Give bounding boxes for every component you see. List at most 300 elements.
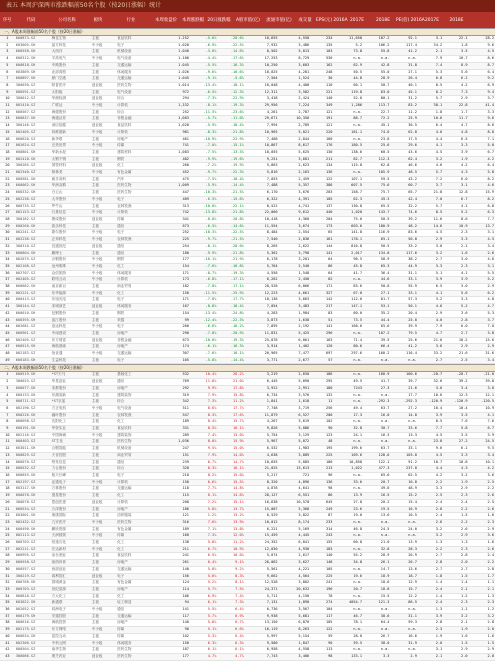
table-cell: 36.4	[363, 270, 390, 277]
table-cell: 农林牧渔	[116, 412, 160, 419]
table-cell: 000703.SZ	[15, 586, 51, 593]
table-cell: 2.6	[443, 526, 468, 533]
section-title-gainers: 一、A股本周涨幅前50名个股（按20日涨幅）	[0, 28, 495, 36]
table-cell: -14.4%	[217, 183, 244, 190]
table-row	[0, 337, 495, 344]
table-row	[0, 446, 495, 453]
table-cell: 3.2	[469, 613, 495, 620]
table-cell: 4.7	[418, 330, 443, 337]
table-cell: -3.0%	[190, 49, 217, 56]
table-cell: 1.252	[160, 36, 190, 42]
table-row	[0, 310, 495, 317]
table-cell: 386	[310, 183, 333, 190]
table-cell: -22.5%	[217, 42, 244, 49]
table-cell: 28.9	[363, 553, 390, 560]
table-cell: 7,504	[245, 76, 279, 83]
table-cell: n.a.	[390, 56, 417, 63]
table-cell: 6.1%	[217, 647, 244, 654]
table-cell: 5.8%	[190, 540, 217, 547]
table-cell: 15.9%	[217, 439, 244, 446]
table-cell: 4.8	[469, 297, 495, 304]
table-cell: -10.1%	[190, 257, 217, 264]
table-cell: 特发信息	[51, 459, 91, 466]
table-cell: 43.2	[390, 176, 417, 183]
column-header: 本周涨跌幅	[182, 18, 204, 23]
table-cell: 102	[160, 633, 190, 640]
table-cell: 65.3	[363, 263, 390, 270]
table-cell: -20.8%	[217, 216, 244, 223]
table-row	[0, 123, 495, 130]
table-cell: 通信	[116, 223, 160, 230]
table-cell: 休闲服务	[116, 304, 160, 311]
table-cell: 106.2	[363, 42, 390, 49]
table-cell: n.a.	[390, 419, 417, 426]
table-row	[0, 385, 495, 392]
table-cell: 15.7%	[217, 419, 244, 426]
table-cell: 174	[160, 344, 190, 351]
table-cell: 房地产	[116, 330, 160, 337]
table-cell: 37	[0, 613, 15, 620]
table-cell: -18.4%	[217, 123, 244, 130]
table-cell: 31.9	[390, 640, 417, 647]
table-cell: 5.2	[443, 304, 468, 311]
table-cell: 62.3	[333, 196, 363, 203]
table-cell: 187	[160, 647, 190, 654]
table-cell: 2,424	[279, 96, 311, 103]
table-cell: n.a.	[333, 357, 363, 364]
table-cell: 主板	[91, 297, 116, 304]
table-cell: 26.4	[390, 76, 417, 83]
table-cell: -5.6%	[217, 76, 244, 83]
table-cell: 65	[310, 230, 333, 237]
table-cell: -22.9%	[217, 136, 244, 143]
table-cell: 29.6	[390, 143, 417, 150]
table-cell: 2.0	[443, 653, 468, 660]
table-cell: 10,578	[279, 499, 311, 506]
table-cell: 主板	[91, 385, 116, 392]
table-cell: 8.0	[469, 129, 495, 136]
table-cell: 10.7	[443, 56, 468, 63]
table-cell: -120.9	[443, 399, 468, 406]
table-cell: 151	[160, 452, 190, 459]
table-cell: 002175.SZ	[15, 627, 51, 634]
table-cell: 600332.SH	[15, 190, 51, 197]
table-cell: 447	[160, 190, 190, 197]
table-cell: 传媒	[116, 143, 160, 150]
table-cell: 10,136	[245, 297, 279, 304]
table-row	[0, 399, 495, 406]
table-cell: 非银金融	[116, 116, 160, 123]
table-cell: 中小板	[91, 210, 116, 217]
table-cell: 55.8	[363, 49, 390, 56]
column-header: 20日涨跌幅	[207, 18, 231, 23]
table-cell: 2.2	[418, 546, 443, 553]
table-cell: 1.7	[443, 109, 468, 116]
table-cell: 73.8	[333, 49, 363, 56]
table-cell: 002624.SZ	[15, 143, 51, 150]
table-cell: 钢铁	[116, 156, 160, 163]
table-cell: 109.6	[333, 452, 363, 459]
table-cell: 2.8	[418, 506, 443, 513]
table-cell: 6.7	[443, 196, 468, 203]
table-row	[0, 600, 495, 607]
table-cell: 6.5%	[190, 553, 217, 560]
table-cell: 6.1%	[190, 493, 217, 500]
table-cell: 52.0	[333, 96, 363, 103]
table-cell: 138	[160, 540, 190, 547]
table-cell: 148	[310, 560, 333, 567]
table-cell: -22.3%	[217, 317, 244, 324]
table-cell: 8.5	[418, 82, 443, 89]
table-cell: 48.2	[390, 223, 417, 230]
table-cell: 002410.SH	[15, 156, 51, 163]
page-title: 表五 本周沪深两市涨跌幅前50名个股（按20日涨幅）统计	[0, 0, 495, 12]
table-cell: 5.7%	[190, 586, 217, 593]
table-cell: 主板	[91, 36, 116, 42]
table-cell: 4,283	[245, 310, 279, 317]
table-cell: 合锻智能	[51, 446, 91, 453]
table-cell: 大华股份	[51, 196, 91, 203]
table-cell: 15,087	[245, 506, 279, 513]
table-cell: 30	[0, 566, 15, 573]
table-cell: 128.6	[363, 452, 390, 459]
table-cell: 13,150	[245, 620, 279, 627]
table-cell: 太阳能	[51, 89, 91, 96]
table-cell: 000070.SZ	[15, 459, 51, 466]
table-cell: 3,603	[279, 62, 311, 69]
table-cell: -19.3%	[217, 103, 244, 110]
table-cell: 主板	[91, 116, 116, 123]
table-cell: 2.6	[469, 250, 495, 257]
table-cell: 2.6	[418, 519, 443, 526]
table-cell: 6.4	[418, 123, 443, 130]
table-cell: 房地产	[116, 586, 160, 593]
table-cell: 8.6	[469, 56, 495, 63]
table-cell: 23	[0, 183, 15, 190]
table-cell: 2.3	[443, 230, 468, 237]
table-row	[0, 143, 495, 150]
table-cell: 阳普医疗	[51, 82, 91, 89]
table-cell: 307	[160, 351, 190, 358]
table-row	[0, 49, 495, 56]
table-cell: 海航投资	[51, 620, 91, 627]
table-cell: 3.0	[443, 284, 468, 291]
table-cell: 4,261	[245, 109, 279, 116]
table-cell: -6.8%	[190, 277, 217, 284]
table-cell: 18.9	[363, 573, 390, 580]
section-title-losers: 二、A股本周跌幅前50名个股（按20日涨幅）	[0, 364, 495, 372]
table-cell: 63.7	[363, 446, 390, 453]
table-cell: 15.2	[390, 493, 417, 500]
table-cell: 主板	[91, 190, 116, 197]
table-cell: 6.6%	[217, 627, 244, 634]
table-cell: 6.5	[443, 136, 468, 143]
table-cell: 2.7	[418, 357, 443, 364]
table-cell: 电子	[116, 324, 160, 331]
table-cell: 26.7	[363, 633, 390, 640]
table-cell: 10.0%	[217, 553, 244, 560]
table-cell: 联络互动	[51, 277, 91, 284]
table-cell: 5.8%	[190, 566, 217, 573]
table-cell: 000698.SZ	[15, 419, 51, 426]
table-row	[0, 653, 495, 660]
table-cell: 58.9	[363, 257, 390, 264]
table-cell: 1.3	[443, 540, 468, 547]
table-cell: -16.1%	[217, 351, 244, 358]
table-cell: 主板	[91, 76, 116, 83]
table-cell: 机械设备	[116, 49, 160, 56]
table-row	[0, 82, 495, 89]
table-cell: 600682.SH	[15, 284, 51, 291]
table-cell: 3.9	[418, 613, 443, 620]
table-cell: 食品饮料	[116, 123, 160, 130]
table-cell: 综合	[116, 109, 160, 116]
table-cell: n.a.	[333, 519, 363, 526]
table-cell: 1,524	[279, 76, 311, 83]
table-cell: 2,789	[279, 123, 311, 130]
table-cell: 260	[160, 163, 190, 170]
table-cell: 3.6	[469, 473, 495, 480]
table-cell: 5,711	[245, 593, 279, 600]
table-cell: 主板	[91, 149, 116, 156]
table-cell: 2.3	[418, 627, 443, 634]
table-cell: 华测检测	[51, 96, 91, 103]
table-cell: 140	[160, 620, 190, 627]
table-cell: 8.7	[469, 62, 495, 69]
table-cell: 17	[0, 143, 15, 150]
table-cell: 2.0	[418, 640, 443, 647]
table-cell: 5	[0, 62, 15, 69]
table-cell: 9,612	[279, 210, 311, 217]
table-row	[0, 479, 495, 486]
table-cell: 8,174	[279, 519, 311, 526]
table-row	[0, 230, 495, 237]
table-cell: 22.1	[443, 36, 468, 42]
table-cell: 5,625	[279, 149, 311, 156]
table-cell: 中小板	[91, 103, 116, 110]
table-cell: -21.0	[469, 372, 495, 378]
table-cell: 6.7	[469, 149, 495, 156]
table-cell: 82.7	[333, 156, 363, 163]
table-cell: 34.8	[333, 560, 363, 567]
table-cell: *ST京蓝	[51, 399, 91, 406]
table-cell: 48	[0, 351, 15, 358]
table-cell: 6.4	[469, 69, 495, 76]
table-cell: 20.2	[363, 499, 390, 506]
table-cell: 36	[0, 607, 15, 614]
table-cell: 5,561	[245, 566, 279, 573]
table-row	[0, 499, 495, 506]
table-cell: 2.9	[390, 653, 417, 660]
table-cell: 4,221	[279, 566, 311, 573]
table-row	[0, 526, 495, 533]
table-row	[0, 76, 495, 83]
table-cell: 6.7%	[217, 620, 244, 627]
table-cell: 002432.SZ	[15, 519, 51, 526]
table-row	[0, 560, 495, 567]
table-cell: 1,984	[279, 310, 311, 317]
table-cell: 4,564	[279, 573, 311, 580]
table-cell: 16.3	[363, 432, 390, 439]
table-cell: 17.5	[390, 136, 417, 143]
table-cell: 81.7	[363, 297, 390, 304]
table-cell: 65.7	[390, 190, 417, 197]
table-cell: 5.8%	[190, 620, 217, 627]
table-cell: n.a.	[333, 627, 363, 634]
table-cell: -20.6%	[217, 36, 244, 42]
table-cell: 4,741	[279, 203, 311, 210]
table-cell: 171	[160, 297, 190, 304]
table-cell: 25.0	[390, 317, 417, 324]
table-cell: 5,013	[279, 49, 311, 56]
table-cell: 1.3	[418, 540, 443, 547]
table-cell: -9.9%	[190, 250, 217, 257]
table-cell: 11.2	[390, 109, 417, 116]
table-cell: 600634.SH	[15, 633, 51, 640]
table-cell: 600873.SZ	[15, 36, 51, 42]
table-cell: 002196.SZ	[15, 405, 51, 412]
table-cell: 241	[310, 580, 333, 587]
table-cell: 60.5	[363, 149, 390, 156]
table-cell: 181.1	[333, 129, 363, 136]
table-cell: 7,540	[245, 237, 279, 244]
table-cell: 电气设备	[116, 89, 160, 96]
table-cell: 力合股份	[51, 466, 91, 473]
table-cell: 1,083	[160, 149, 190, 156]
table-cell: 采掘	[116, 317, 160, 324]
table-cell: ST生化	[51, 439, 91, 446]
table-cell: -17.1%	[217, 284, 244, 291]
table-cell: 4.1	[443, 203, 468, 210]
table-cell: 156	[160, 573, 190, 580]
table-cell: 78	[310, 593, 333, 600]
table-cell: 38	[0, 620, 15, 627]
table-cell: 华星创业	[51, 379, 91, 386]
table-cell: 主板	[91, 203, 116, 210]
table-cell: 7.5%	[217, 586, 244, 593]
table-cell: 3.0	[443, 257, 468, 264]
table-cell: 6,221	[245, 526, 279, 533]
table-cell: -14.6%	[217, 223, 244, 230]
table-cell: 15.0%	[217, 446, 244, 453]
table-cell: 白云山	[51, 190, 91, 197]
table-cell: 4,150	[279, 593, 311, 600]
table-cell: 40	[0, 297, 15, 304]
table-cell: 7.4%	[190, 432, 217, 439]
table-cell: 2.2	[443, 506, 468, 513]
table-cell: -13.4%	[190, 82, 217, 89]
table-cell: 600226.SH	[15, 412, 51, 419]
table-cell: 8.5	[418, 210, 443, 217]
table-cell: 186	[310, 372, 333, 378]
table-cell: 9,580	[245, 640, 279, 647]
table-cell: -6.6%	[190, 324, 217, 331]
table-cell: -19.3%	[217, 270, 244, 277]
table-cell: 房地产	[116, 136, 160, 143]
table-row	[0, 546, 495, 553]
table-cell: 中科云网	[51, 640, 91, 647]
table-cell: 000581.SH	[15, 176, 51, 183]
table-row	[0, 506, 495, 513]
table-cell: 22	[0, 513, 15, 520]
table-cell: 300285.SZ	[15, 163, 51, 170]
table-cell: 8.2	[469, 176, 495, 183]
table-cell: -7.8%	[190, 297, 217, 304]
table-cell: 5.6	[443, 69, 468, 76]
table-cell: 1.9	[418, 633, 443, 640]
table-cell: 2.7	[443, 566, 468, 573]
table-cell: 7,477	[279, 351, 311, 358]
table-cell: 5,072	[279, 439, 311, 446]
table-cell: 33.1	[390, 290, 417, 297]
table-row	[0, 62, 495, 69]
table-cell: 600766.SH	[15, 580, 51, 587]
table-cell: 673	[160, 223, 190, 230]
table-cell: 医药生物	[116, 653, 160, 660]
table-row	[0, 237, 495, 244]
table-cell: 主板	[91, 183, 116, 190]
table-cell: 传媒	[116, 627, 160, 634]
table-cell: 31.8	[390, 62, 417, 69]
table-cell: 30	[310, 76, 333, 83]
table-cell: 3.5	[443, 49, 468, 56]
table-cell: 4,558	[279, 647, 311, 654]
table-cell: 沧州明珠	[51, 263, 91, 270]
table-cell: -6.5%	[190, 89, 217, 96]
table-cell: 65.6	[363, 324, 390, 331]
table-cell: 7,895	[245, 324, 279, 331]
table-cell: 电子	[116, 196, 160, 203]
table-cell: 1.4	[443, 580, 468, 587]
table-cell: 65.1	[363, 237, 390, 244]
table-cell: 50.1	[390, 304, 417, 311]
table-cell: n.a.	[363, 56, 390, 63]
table-cell: -7.2%	[190, 163, 217, 170]
table-cell: 主板	[91, 473, 116, 480]
table-cell: 56.8	[390, 237, 417, 244]
table-cell: 17,253	[245, 56, 279, 63]
table-cell: 3.7	[469, 96, 495, 103]
table-cell: 主板	[91, 553, 116, 560]
table-section-1	[0, 36, 495, 364]
table-cell: 5.7	[418, 96, 443, 103]
table-cell: 天音控股	[51, 452, 91, 459]
table-cell: 32.8	[363, 546, 390, 553]
table-row	[0, 580, 495, 587]
table-cell: -4.4%	[190, 56, 217, 63]
table-cell: 4.3	[443, 170, 468, 177]
table-cell: 24.0	[390, 526, 417, 533]
table-cell: 000818.SZ	[15, 593, 51, 600]
table-cell: -10.3%	[190, 190, 217, 197]
table-cell: 化工	[116, 540, 160, 547]
table-cell: 3.9	[469, 432, 495, 439]
table-cell: 8.2%	[190, 473, 217, 480]
table-cell: 中小板	[91, 640, 116, 647]
table-cell: 79.5	[390, 330, 417, 337]
table-cell: 5.3	[418, 69, 443, 76]
table-cell: 112.0	[333, 297, 363, 304]
table-cell: 42.8	[363, 62, 390, 69]
table-cell: -13.4%	[190, 310, 217, 317]
table-cell: 9.2	[469, 76, 495, 83]
table-cell: 9,251	[245, 156, 279, 163]
table-cell: 主板	[91, 513, 116, 520]
table-cell: 600897.SH	[15, 76, 51, 83]
table-cell: 43	[0, 653, 15, 660]
table-cell: 3,719	[279, 405, 311, 412]
table-cell: 150	[160, 479, 190, 486]
